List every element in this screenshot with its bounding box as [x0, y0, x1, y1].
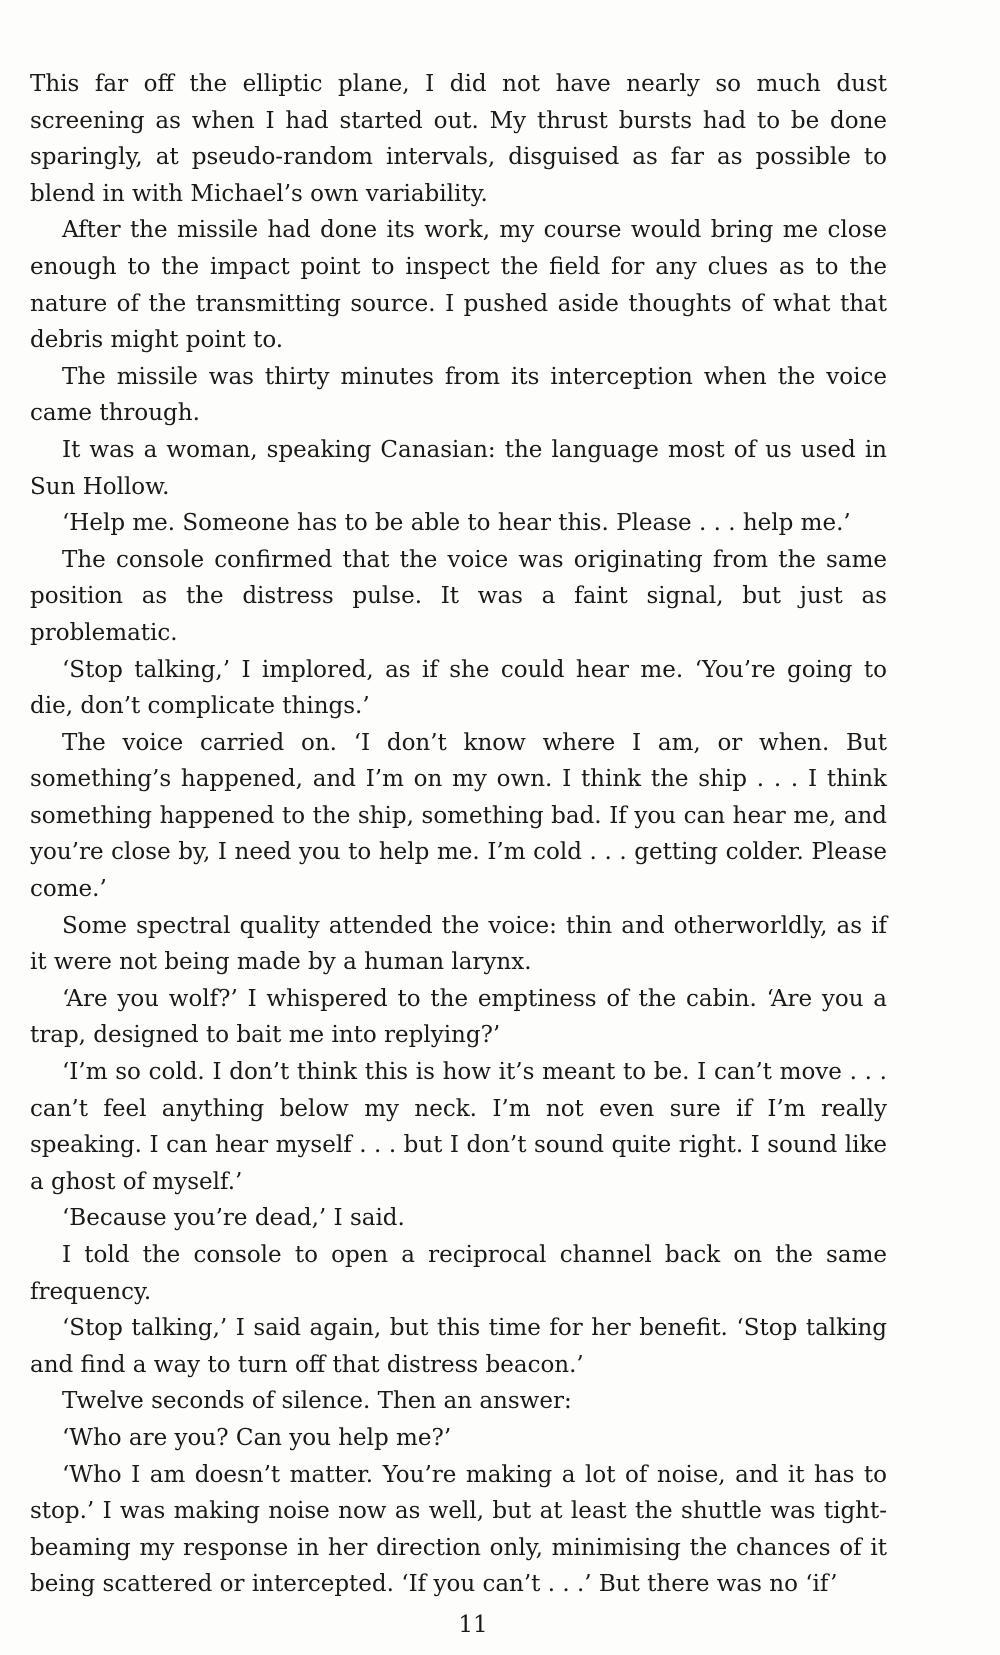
- paragraph: After the missile had done its work, my course would bring me close enough to the impact point to inspect the field for any clues as to the nature of the transmitting source. I pushed aside thoughts of what that debris might point to.: [30, 217, 887, 354]
- paragraph: ‘I’m so cold. I don’t think this is how it’s meant to be. I can’t move . . . can’t feel anything below my neck. I’m not even sure if I’m really speaking. I can hear myself . . . but I don’t sound quite right. I sound like a ghost of myself.’: [30, 1059, 887, 1195]
- paragraph: ‘Who I am doesn’t matter. You’re making a lot of noise, and it has to stop.’ I was making noise now as well, but at least the shuttle was tight-beaming my response in her direction only, minimising the chances of it being scattered or intercepted. ‘If you can’t . . .’ But there was no ‘if’: [30, 1461, 887, 1598]
- page-number: 11: [458, 1612, 488, 1638]
- body-text: [30, 66, 887, 1603]
- paragraph: The voice carried on. ‘I don’t know where I am, or when. But something’s happened, and I’m on my own. I think the ship . . . I think something happened to the ship, something bad. If you can hear me, and you’re close by, I need you to help me. I’m cold . . . getting colder. Please come.’: [30, 729, 887, 903]
- paragraph: Twelve seconds of silence. Then an answer:: [62, 1388, 572, 1415]
- paragraph: ‘Because you’re dead,’ I said.: [62, 1205, 405, 1232]
- paragraph: I told the console to open a reciprocal channel back on the same frequency.: [30, 1242, 887, 1305]
- paragraph: This far off the elliptic plane, I did not have nearly so much dust screening as when I had started out. My thrust bursts had to be done sparingly, at pseudo-random intervals, disguised as far as possible to blend in with Michael’s own variability.: [30, 71, 887, 207]
- paragraph: ‘Stop talking,’ I implored, as if she could hear me. ‘You’re going to die, don’t complicate things.’: [30, 656, 887, 720]
- paragraph: It was a woman, speaking Canasian: the language most of us used in Sun Hollow.: [30, 436, 887, 500]
- paragraph: ‘Who are you? Can you help me?’: [62, 1424, 452, 1451]
- paragraph: Some spectral quality attended the voice: thin and otherworldly, as if it were not being made by a human larynx.: [30, 912, 887, 976]
- paragraph: The console confirmed that the voice was originating from the same position as the distress pulse. It was a faint signal, but just as problematic.: [30, 546, 887, 646]
- paragraph: The missile was thirty minutes from its interception when the voice came through.: [30, 363, 887, 427]
- paragraph: ‘Help me. Someone has to be able to hear this. Please . . . help me.’: [62, 510, 851, 537]
- paragraph: ‘Stop talking,’ I said again, but this time for her benefit. ‘Stop talking and find a way to turn off that distress beacon.’: [30, 1315, 887, 1378]
- paragraph: ‘Are you wolf?’ I whispered to the emptiness of the cabin. ‘Are you a trap, designed to bait me into replying?’: [30, 985, 887, 1049]
